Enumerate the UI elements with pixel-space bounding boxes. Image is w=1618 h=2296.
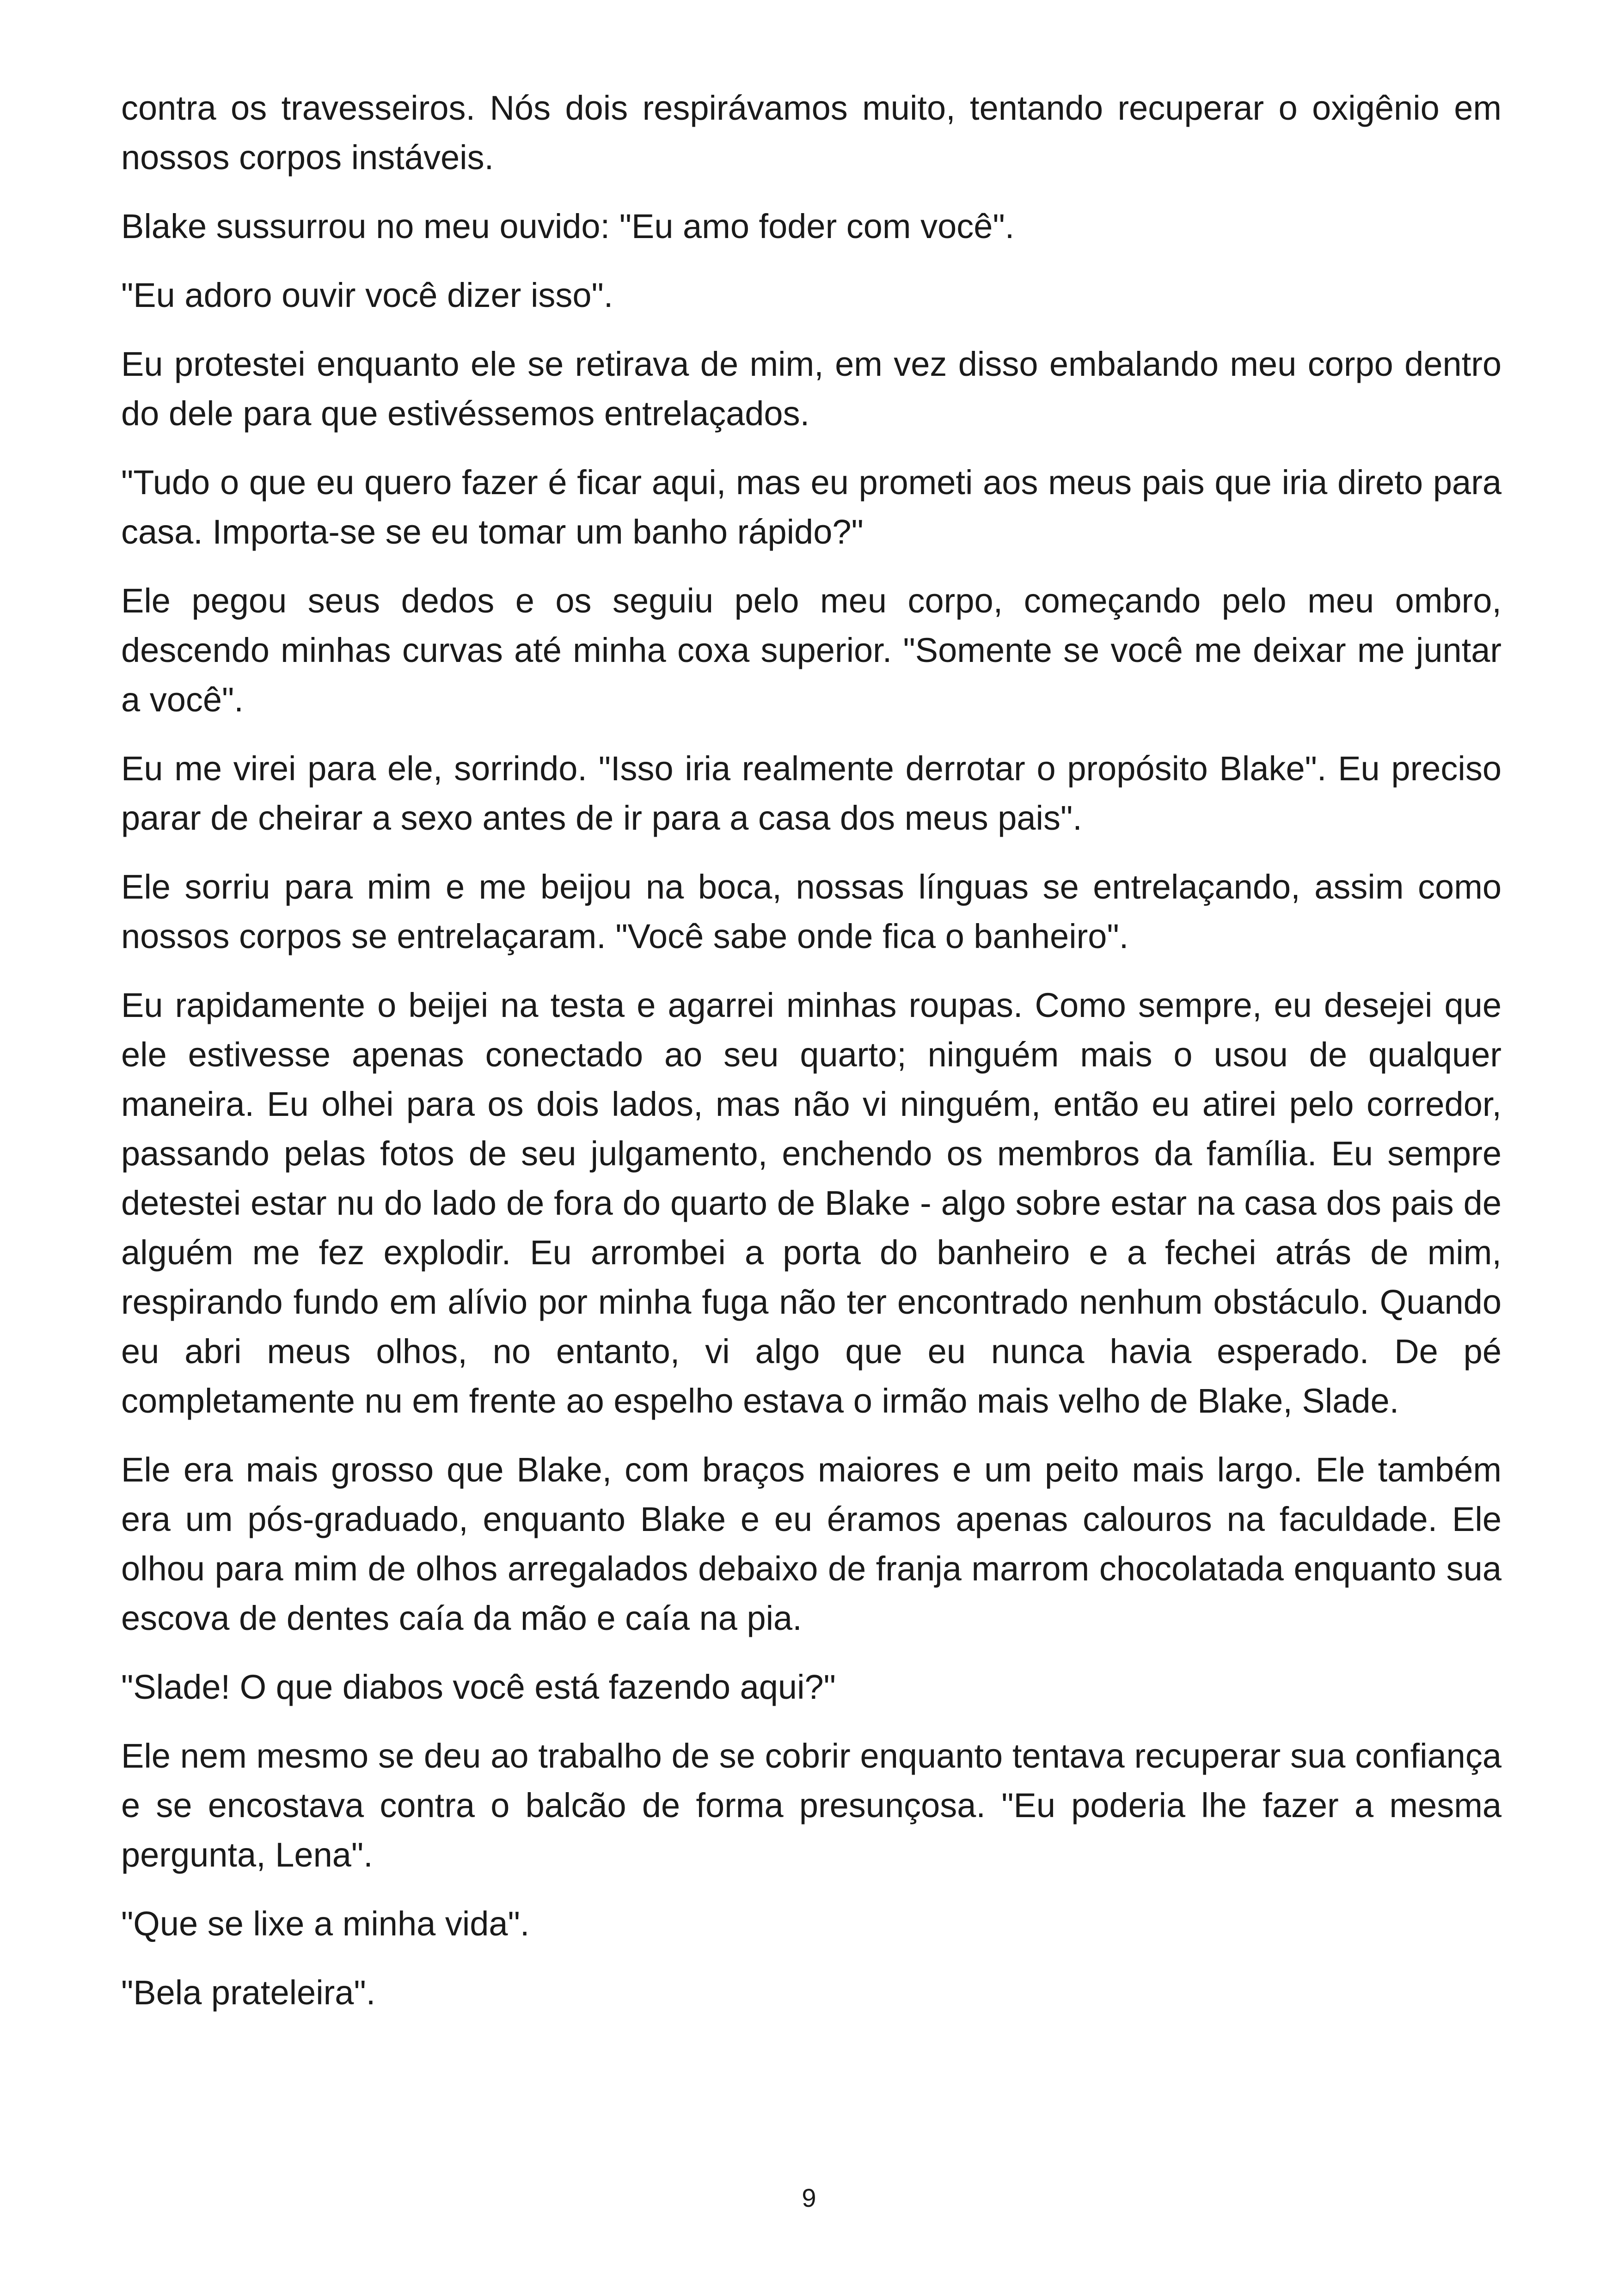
paragraph-9: Eu rapidamente o beijei na testa e agarrei minhas roupas. Como sempre, eu desejei que ele estivesse apenas conectado ao seu quarto; ninguém mais o usou de qualquer maneira. Eu olhei para os dois lados, mas não vi ninguém, então eu atirei pelo corredor, passando pelas fotos de seu julgamento, enchendo os membros da família. Eu sempre detestei estar nu do lado de fora do quarto de Blake - algo sobre estar na casa dos pais de alguém me fez explodir. Eu arrombei a porta do banheiro e a fechei atrás de mim, respirando fundo em alívio por minha fuga não ter encontrado nenhum obstáculo. Quando eu abri meus olhos, no entanto, vi algo que eu nunca havia esperado. De pé completamente nu em frente ao espelho estava o irmão mais velho de Blake, Slade. [121, 986, 1502, 1420]
paragraph-11: "Slade! O que diabos você está fazendo aqui?" [121, 1668, 836, 1706]
paragraph-5: "Tudo o que eu quero fazer é ficar aqui, mas eu prometi aos meus pais que iria direto para casa. Importa-se se eu tomar um banho rápido?" [121, 463, 1502, 551]
paragraph-8: Ele sorriu para mim e me beijou na boca, nossas línguas se entrelaçando, assim como nossos corpos se entrelaçaram. "Você sabe onde fica o banheiro". [121, 868, 1502, 955]
paragraph-1: contra os travesseiros. Nós dois respirávamos muito, tentando recuperar o oxigênio em nossos corpos instáveis. [121, 89, 1502, 177]
paragraph-7: Eu me virei para ele, sorrindo. "Isso iria realmente derrotar o propósito Blake". Eu preciso parar de cheirar a sexo antes de ir para a casa dos meus pais". [121, 749, 1502, 837]
document-page [121, 83, 1502, 2037]
paragraph-6: Ele pegou seus dedos e os seguiu pelo meu corpo, começando pelo meu ombro, descendo minhas curvas até minha coxa superior. "Somente se você me deixar me juntar a você". [121, 582, 1502, 719]
paragraph-13: "Que se lixe a minha vida". [121, 1904, 530, 1943]
paragraph-10: Ele era mais grosso que Blake, com braços maiores e um peito mais largo. Ele também era um pós-graduado, enquanto Blake e eu éramos apenas calouros na faculdade. Ele olhou para mim de olhos arregalados debaixo de franja marrom chocolatada enquanto sua escova de dentes caía da mão e caía na pia. [121, 1451, 1502, 1637]
paragraph-2: Blake sussurrou no meu ouvido: "Eu amo foder com você". [121, 207, 1015, 245]
paragraph-4: Eu protestei enquanto ele se retirava de mim, em vez disso embalando meu corpo dentro do dele para que estivéssemos entrelaçados. [121, 345, 1502, 433]
paragraph-3: "Eu adoro ouvir você dizer isso". [121, 276, 613, 314]
page-number: 9 [802, 2183, 816, 2212]
paragraph-12: Ele nem mesmo se deu ao trabalho de se cobrir enquanto tentava recuperar sua confiança e se encostava contra o balcão de forma presunçosa. "Eu poderia lhe fazer a mesma pergunta, Lena". [121, 1737, 1502, 1874]
paragraph-14: "Bela prateleira". [121, 1973, 376, 2012]
